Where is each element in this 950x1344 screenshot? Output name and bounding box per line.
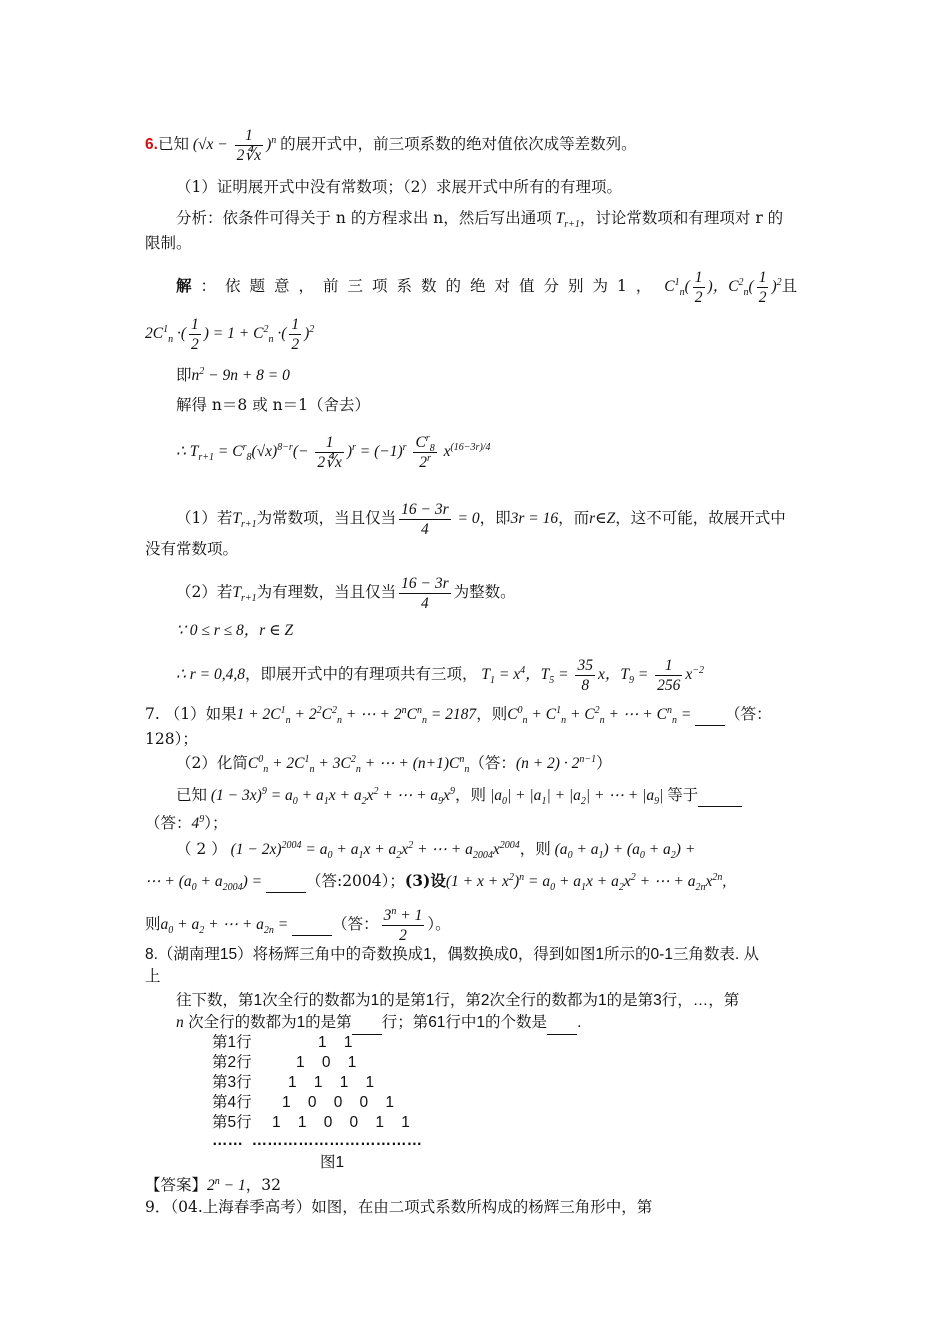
q8-answer: 【答案】$2^n - 1$，32 bbox=[145, 1175, 281, 1194]
triangle-dots: …… …………………………… bbox=[212, 1132, 423, 1149]
q6-statement bbox=[145, 126, 637, 165]
blank bbox=[352, 1012, 382, 1035]
triangle-row: 第2行 1 0 1 bbox=[212, 1054, 357, 1071]
triangle-row: 第4行 1 0 0 0 1 bbox=[212, 1094, 395, 1111]
blank bbox=[292, 913, 332, 936]
blank bbox=[698, 784, 742, 807]
q8-line1: 8.（湖南理15）将杨辉三角中的奇数换成1，偶数换成0，得到如图1所示的0-1三角数表. 从 bbox=[145, 946, 760, 963]
q6-number: 6. bbox=[145, 136, 158, 154]
q6-solved: 解得 n＝8 或 n＝1（舍去） bbox=[176, 396, 370, 414]
q6-part1-cont: 没有常数项。 bbox=[145, 540, 239, 558]
triangle-row: 第5行 1 1 0 0 1 1 bbox=[212, 1114, 410, 1131]
q7-part3: 已知 $(1 - 3x)^9 = a_0 + a_1x + a_2x^2$ + ⋯ + $a_9x^9$，则 $|a_0| + |a_1| + |a_2|$ + ⋯ + $|a_9|$ 等于 bbox=[176, 784, 742, 807]
q7-part1: 7. （1）如果$1 + 2C^1_n + 2^2C^2_n$ + ⋯ + $2^nC^n_n = 2187$，则$C^0_n + C^1_n + C^2_n$ + ⋯ + $C^n_n$ = （答： bbox=[145, 704, 772, 727]
q6-parts: （1）证明展开式中没有常数项；（2）求展开式中所有的有理项。 bbox=[176, 178, 622, 196]
q8-line3: n 次全行的数都为1的是第 行；第61行中1的个数是 . bbox=[176, 1012, 581, 1035]
q7-part4-cont: ⋯ + $(a_0 + a_{2004})$ = （答:2004）；(3)设$(1 + x + x^2)^n = a_0 + a_1x + a_2x^2$ + ⋯ + $a_{2n}x^{2n}$, bbox=[145, 871, 727, 894]
q6-analysis: 分析：依条件可得关于 n 的方程求出 n，然后写出通项 $T_{r+1}$，讨论常数项和有理项对 r 的 bbox=[176, 209, 784, 231]
figure-caption: 图1 bbox=[320, 1154, 345, 1171]
q7-part1-answer: 128）； bbox=[145, 730, 198, 748]
q6-rational-terms: ∴ r = 0,4,8，即展开式中的有理项共有三项， $T_1 = x^4$，$T_5$ = $\frac{35}{8}$ x，$T_9$ = $\frac{1}{256}$ $x^{-2}$ bbox=[176, 657, 705, 694]
q9-statement: 9．（04.上海春季高考）如图，在由二项式系数所构成的杨辉三角形中，第 bbox=[145, 1198, 653, 1216]
blank bbox=[547, 1012, 577, 1035]
q6-statement-tail: 的展开式中，前三项系数的绝对值依次成等差数列。 bbox=[280, 135, 637, 154]
q6-part2: （2）若$T_{r+1}$为有理数，当且仅当 $\frac{16 - 3r}{4}$ 为整数。 bbox=[176, 575, 516, 612]
q6-solution-line: 解：依题意，前三项系数的绝对值分别为1， $C^1_n$( $\frac{1}{2}$ )，$C^2_n$( $\frac{1}{2}$ )$^2$且 bbox=[176, 269, 798, 306]
q6-range: ∵ 0 ≤ r ≤ 8，r ∈ Z bbox=[176, 622, 294, 639]
q6-analysis-cont: 限制。 bbox=[145, 234, 192, 252]
q8-line2: 往下数，第1次全行的数都为1的是第1行，第2次全行的数都为1的是第3行，…，第 bbox=[176, 992, 740, 1009]
q8-line1-tail: 上 bbox=[145, 968, 161, 985]
triangle-row: 第3行 1 1 1 1 bbox=[212, 1074, 375, 1091]
q7-part5: 则$a_0 + a_2$ + ⋯ + $a_{2n}$ = （答： $\frac{3^n + 1}{2}$ ）。 bbox=[145, 905, 451, 944]
q7-part2: （2）化简$C^0_n + 2C^1_n + 3C^2_n$ + ⋯ + $(n+1)C^n_n$（答：$(n + 2) \cdot 2^{n-1}$） bbox=[176, 753, 612, 776]
q6-binomial-expr: (√x − $\frac{1}{2∜x}$ )$^n$ bbox=[188, 127, 277, 164]
q6-part1: （1）若$T_{r+1}$为常数项，当且仅当 $\frac{16 - 3r}{4}$ = 0，即3r = 16，而r∈Z，这不可能，故展开式中 bbox=[176, 501, 786, 538]
q6-intro: 已知 bbox=[157, 135, 189, 154]
q6-quadratic: 即$n^2 - 9n + 8 = 0$ bbox=[176, 365, 290, 384]
q7-part3-answer: （答：$4^9$）； bbox=[145, 813, 228, 832]
blank bbox=[695, 703, 725, 726]
q7-part4: （ 2 ） $(1 - 2x)^{2004} = a_0 + a_1x + a_2x^2$ + ⋯ + $a_{2004}x^{2004}$，则 $(a_0 + a_1) + (a_0 + a_2)$ + bbox=[176, 839, 696, 862]
triangle-row: 第1行 1 1 bbox=[212, 1034, 353, 1051]
q6-general-term: ∴ $T_{r+1} = C^r_8(√x)^{8-r}(-$ $\frac{1}{2∜x}$ )$^r = (-1)^r$ $\frac{C^r_8}{2^r}$ $x^{(16-3r)/4}$ bbox=[176, 432, 491, 471]
q6-arith-eq: $2C^1_n$ ·( $\frac{1}{2}$ ) = $1 + C^2_n$ ·( $\frac{1}{2}$ )$^2$ bbox=[145, 316, 315, 353]
blank bbox=[266, 870, 306, 893]
